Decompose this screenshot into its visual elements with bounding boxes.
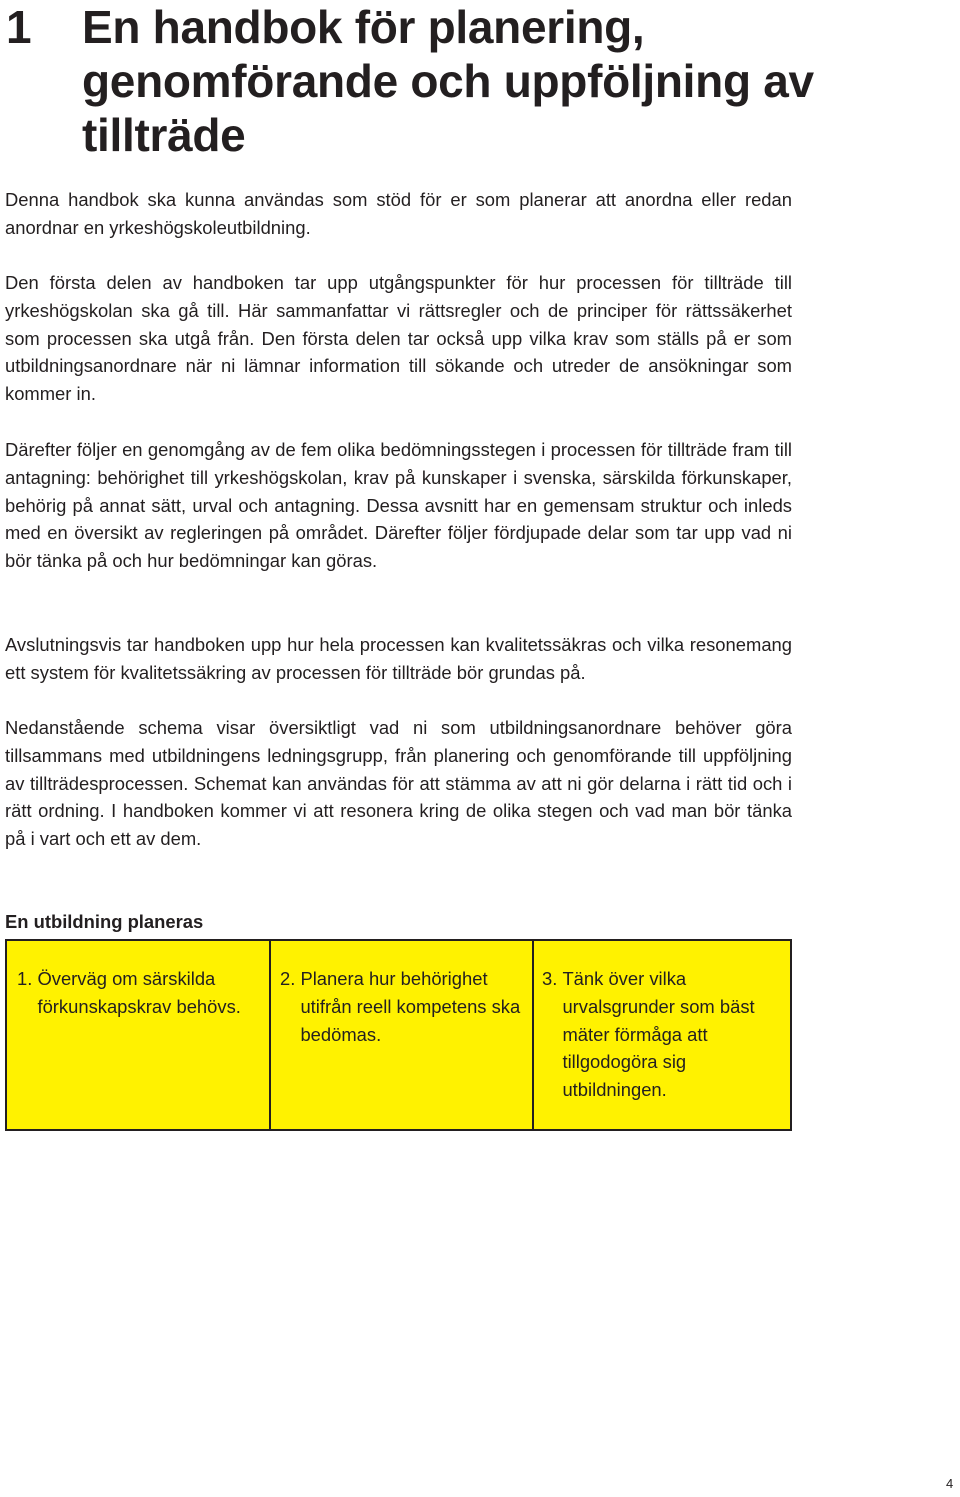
first-part-paragraph: Den första delen av handboken tar upp utgångspunkter för hur processen för tillträde till yrkeshögskolan ska gå till. Här sammanfattar vi rättsregler och de principer för rättssäkerhet som processen ska utgå från. Den första delen tar också upp vilka krav som ställs på er som utbildningsanordnare när ni lämnar information till sökande och utreder de ansökningar som kommer in.: [5, 272, 792, 405]
step-cell-2: [269, 941, 532, 1129]
step-text: Överväg om särskilda förkunskapskrav behövs.: [37, 968, 241, 1017]
step-text: Tänk över vilka urvalsgrunder som bäst mäter förmåga att tillgodogöra sig utbildningen.: [562, 968, 755, 1101]
planning-steps-table: [5, 939, 792, 1131]
chapter-number: 1: [6, 1, 32, 53]
assessment-steps-paragraph: Därefter följer en genomgång av de fem olika bedömningsstegen i processen för tillträde fram till antagning: behörighet till yrkeshögskolan, krav på kunskaper i svenska, särskilda förkunskaper, behörig på annat sätt, urval och antagning. Dessa avsnitt har en gemensam struktur och inleds med en översikt av regleringen på området. Därefter följer fördjupade delar som tar upp vad ni bör tänka på och hur bedömningar kan göras.: [5, 439, 792, 572]
step-text: Planera hur behörighet utifrån reell kompetens ska bedömas.: [300, 968, 521, 1045]
page-number: 4: [946, 1476, 954, 1491]
step-number: 1.: [17, 968, 38, 989]
schema-heading: En utbildning planeras: [5, 911, 204, 932]
step-number: 3.: [542, 968, 563, 989]
chapter-title: En handbok för planering, genomförande och uppföljning av tillträde: [82, 1, 814, 161]
step-cell-1: [7, 941, 269, 1129]
step-number: 2.: [280, 968, 301, 989]
step-cell-3: [532, 941, 790, 1129]
quality-assurance-paragraph: Avslutningsvis tar handboken upp hur hela processen kan kvalitetssäkras och vilka resonemang ett system för kvalitetssäkring av processen för tillträde bör grundas på.: [5, 634, 792, 683]
intro-paragraph: Denna handbok ska kunna användas som stöd för er som planerar att anordna eller redan anordnar en yrkeshögskoleutbildning.: [5, 189, 792, 238]
schema-intro-paragraph: Nedanstående schema visar översiktligt vad ni som utbildningsanordnare behöver göra tillsammans med utbildningens ledningsgrupp, från planering och genomförande till uppföljning av tillträdesprocessen. Schemat kan användas för att stämma av att ni gör delarna i rätt tid och i rätt ordning. I handboken kommer vi att resonera kring de olika stegen och vad man bör tänka på i vart och ett av dem.: [5, 717, 792, 850]
